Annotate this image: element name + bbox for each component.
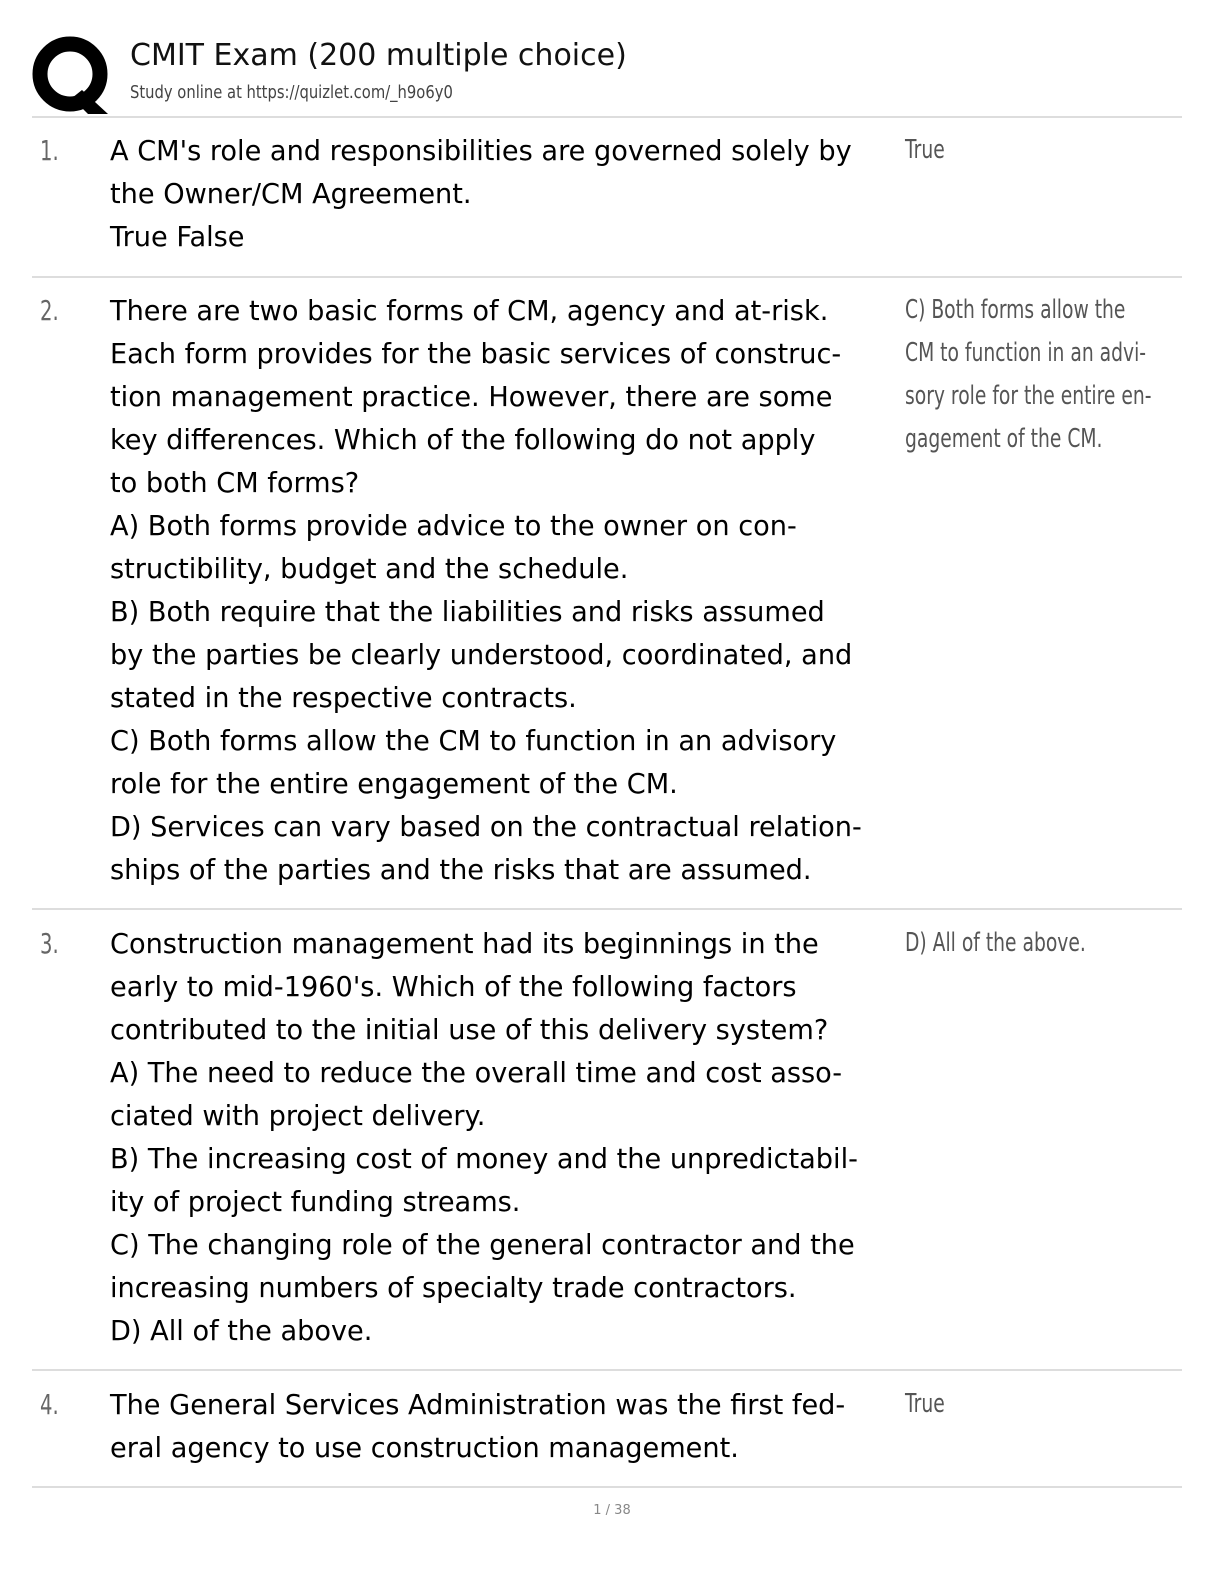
question-line: structibility, budget and the schedule. [110,552,629,585]
question-line: increasing numbers of specialty trade contractors. [110,1271,797,1304]
question-line: tion management practice. However, there are some [110,380,833,413]
question-line: True False [110,220,245,253]
answer-line: True [905,1389,945,1419]
question-line: C) The changing role of the general contractor and the [110,1228,855,1261]
question-text [110,129,910,258]
question-line: early to mid-1960's. Which of the following factors [110,970,797,1003]
answer-line: CM to function in an advi- [905,338,1147,368]
question-line: A) The need to reduce the overall time and cost asso- [110,1056,843,1089]
question-text [110,922,910,1352]
divider [32,276,1182,278]
page-title: CMIT Exam (200 multiple choice) [130,38,627,73]
answer-line: sory role for the entire en- [905,381,1152,411]
question-number: 2. [40,294,59,327]
question-line: The General Services Administration was the first fed- [110,1388,846,1421]
question-line: Construction management had its beginnings in the [110,927,819,960]
question-line: B) Both require that the liabilities and risks assumed [110,595,825,628]
question-line: There are two basic forms of CM, agency and at-risk. [110,294,829,327]
page-number: 1 / 38 [593,1503,631,1518]
answer-text [905,1383,1185,1426]
quizlet-logo-icon [32,34,116,118]
question-line: the Owner/CM Agreement. [110,177,472,210]
question-line: ity of project funding streams. [110,1185,521,1218]
question-number: 3. [40,927,59,960]
divider [32,1369,1182,1371]
answer-line: D) All of the above. [905,928,1086,958]
question-number: 4. [40,1388,59,1421]
question-line: key differences. Which of the following do not apply [110,423,816,456]
question-line: ships of the parties and the risks that are assumed. [110,853,812,886]
question-line: to both CM forms? [110,466,360,499]
answer-text [905,129,1185,172]
answer-line: True [905,135,945,165]
answer-line: C) Both forms allow the [905,295,1126,325]
question-line: stated in the respective contracts. [110,681,577,714]
question-line: eral agency to use construction management. [110,1431,739,1464]
question-line: B) The increasing cost of money and the unpredictabil- [110,1142,858,1175]
question-text [110,289,910,891]
question-text [110,1383,910,1469]
question-line: D) Services can vary based on the contractual relation- [110,810,862,843]
question-line: A) Both forms provide advice to the owner on con- [110,509,797,542]
question-line: role for the entire engagement of the CM. [110,767,678,800]
question-line: contributed to the initial use of this delivery system? [110,1013,829,1046]
question-line: A CM's role and responsibilities are governed solely by [110,134,852,167]
study-online-link[interactable]: Study online at https://quizlet.com/_h9o6y0 [130,82,453,103]
question-line: Each form provides for the basic services of construc- [110,337,842,370]
divider [32,1486,1182,1488]
question-line: D) All of the above. [110,1314,373,1347]
divider [32,116,1182,118]
answer-line: gagement of the CM. [905,424,1103,454]
page-header [32,32,1182,116]
question-line: C) Both forms allow the CM to function in an advisory [110,724,837,757]
question-line: by the parties be clearly understood, coordinated, and [110,638,853,671]
answer-text [905,289,1185,461]
answer-text [905,922,1185,965]
question-line: ciated with project delivery. [110,1099,486,1132]
divider [32,908,1182,910]
question-number: 1. [40,134,59,167]
